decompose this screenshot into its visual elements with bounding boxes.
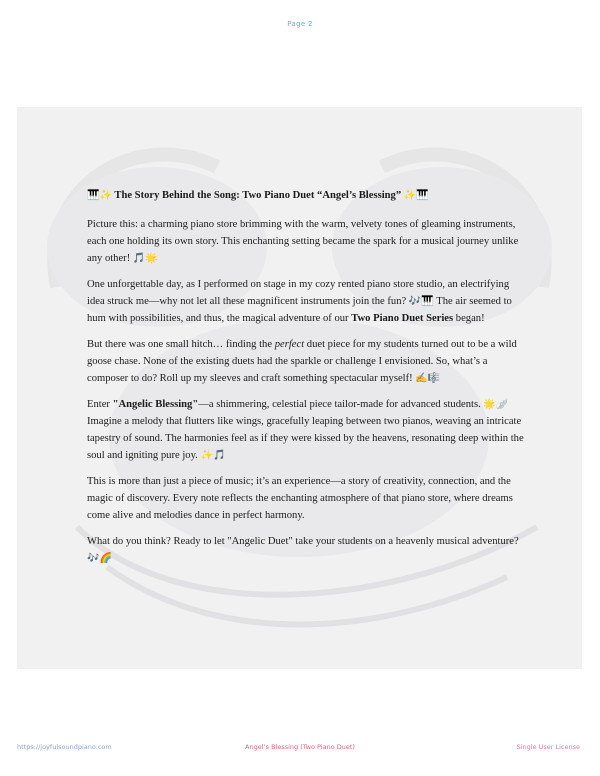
- article-title: [87, 187, 525, 204]
- paragraph-6-text: What do you think? Ready to let "Angelic Duet" take your students on a heavenly musical adventure?: [87, 536, 519, 547]
- paragraph-4-text-a: Enter: [87, 399, 110, 410]
- paragraph-2-text-b: The air seemed to hum with possibilities, and thus, the magical adventure of our: [87, 296, 512, 324]
- paragraph-5: [87, 473, 525, 524]
- piano-sparkle-icons: 🎹✨: [87, 190, 112, 201]
- paragraph-1: [87, 216, 525, 267]
- article-body: [87, 187, 525, 576]
- content-panel: [17, 107, 582, 669]
- footer-website-link[interactable]: https://joyfulsoundpiano.com: [17, 743, 112, 751]
- footer-piece-title: Angel’s Blessing (Two Piano Duet): [245, 743, 355, 751]
- paragraph-1-text: Picture this: a charming piano store brimming with the warm, velvety tones of gleaming instruments, each one holding its own story. This enchanting setting became the spark for a musical journey unlike any other!: [87, 219, 519, 264]
- paragraph-4: [87, 396, 525, 464]
- music-note-star-icons: 🎵🌟: [132, 253, 158, 264]
- paragraph-6: [87, 533, 525, 567]
- paragraph-3: [87, 336, 525, 387]
- piece-name: "Angelic Blessing": [112, 399, 199, 410]
- notes-rainbow-icons: 🎶🌈: [87, 553, 112, 564]
- sparkle-piano-icons: ✨🎹: [403, 190, 429, 201]
- paragraph-4-text-c: Imagine a melody that flutters like wings, gracefully leaping between two pianos, weaving an intricate tapestry of sound. The harmonies feel as if they were kissed by the heavens, resonating deep within the soul and igniting pure joy.: [87, 416, 524, 461]
- star-wing-icons: 🌟🪽: [483, 399, 509, 410]
- series-name: Two Piano Duet Series: [351, 313, 454, 324]
- paragraph-2-text-a: One unforgettable day, as I performed on stage in my cozy rented piano store studio, an electrifying idea struck me—why not let all these magnificent instruments join the fun?: [87, 279, 510, 307]
- paragraph-2: [87, 276, 525, 327]
- article-title-text: The Story Behind the Song: Two Piano Duet “Angel’s Blessing”: [114, 190, 402, 201]
- paragraph-5-text: This is more than just a piece of music; it’s an experience—a story of creativity, connection, and the magic of discovery. Every note reflects the enchanting atmosphere of that piano store, where dreams come alive and melodies dance in perfect harmony.: [87, 476, 513, 521]
- paragraph-3-text-a: But there was one small hitch… finding the: [87, 339, 273, 350]
- paragraph-4-text-b: —a shimmering, celestial piece tailor-made for advanced students.: [198, 399, 481, 410]
- perfect-emphasis: perfect: [274, 339, 305, 350]
- paragraph-3-text-b: duet piece for my students turned out to be a wild goose chase. None of the existing duets had the sparkle or challenge I envisioned. So, what’s a composer to do? Roll up my sleeves and craft something spectacular myself!: [87, 339, 517, 384]
- notes-piano-icons: 🎶🎹: [408, 296, 434, 307]
- page-number: Page 2: [287, 20, 313, 28]
- writing-score-icons: ✍️🎼: [415, 373, 441, 384]
- paragraph-2-text-c: began!: [455, 313, 485, 324]
- sparkle-note-icons: ✨🎵: [200, 450, 226, 461]
- footer-license: Single User License: [516, 743, 580, 751]
